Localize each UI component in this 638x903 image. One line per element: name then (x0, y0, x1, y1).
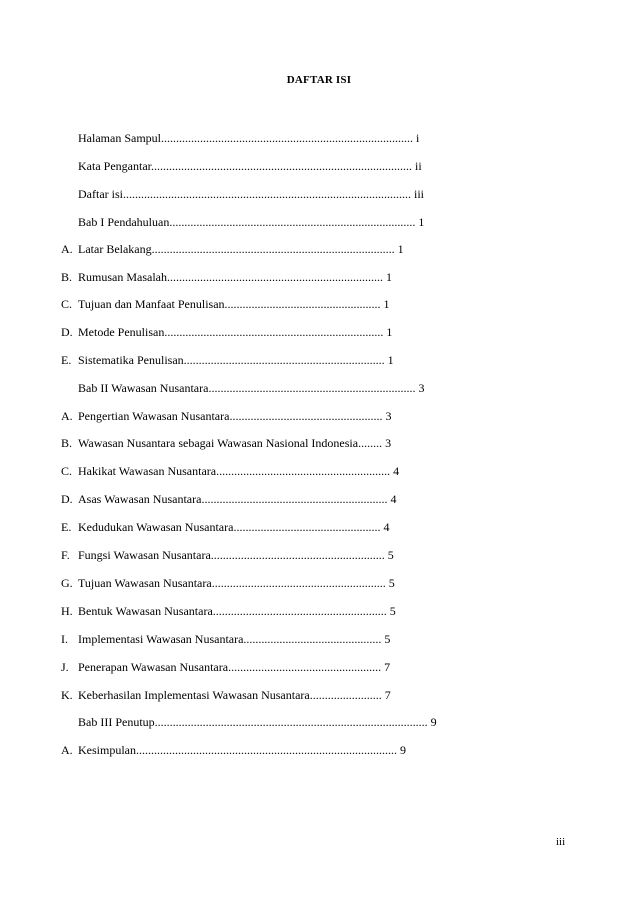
toc-entry-title: Kedudukan Wawasan Nusantara (78, 520, 234, 534)
toc-entry-page: 1 (384, 353, 394, 367)
toc-entry-marker: I. (61, 632, 68, 646)
toc-entry-marker: J. (61, 660, 69, 674)
toc-entry-title: Tujuan Wawasan Nusantara (78, 576, 212, 590)
toc-entry (78, 130, 484, 146)
toc-entry-page: 4 (387, 492, 397, 506)
toc-entry-page: 1 (380, 297, 390, 311)
toc-entry (61, 547, 445, 563)
toc-entry-marker: B. (61, 270, 73, 284)
toc-entry (61, 603, 444, 619)
toc-entry-page: 9 (427, 715, 437, 729)
toc-entry-title: Latar Belakang (78, 242, 152, 256)
toc-entry-page: 7 (381, 660, 391, 674)
toc-entry-leader: ................................................. (233, 520, 381, 534)
toc-entry-page: 3 (382, 409, 392, 423)
toc-entry-title: Metode Penulisan (78, 325, 165, 339)
toc-entry-leader: ................................................................... (183, 353, 385, 367)
toc-entry-leader: .............................................................. (201, 492, 388, 506)
toc-entry (78, 186, 499, 202)
toc-entry (61, 519, 441, 535)
toc-entry-title: Bab I Pendahuluan (78, 215, 170, 229)
toc-entry-title: Bab II Wawasan Nusantara (78, 381, 209, 395)
toc-entry-page: i (412, 131, 420, 145)
toc-entry-leader: .................................................................................... (160, 131, 413, 145)
toc-entry-title: Bentuk Wawasan Nusantara (78, 604, 213, 618)
toc-entry (61, 352, 441, 368)
toc-entry-leader: ................................................................................. (151, 242, 395, 256)
toc-entry-marker: H. (61, 604, 73, 618)
toc-entry-page: iii (410, 187, 424, 201)
toc-entry-marker: A. (61, 743, 73, 757)
page-number: iii (556, 836, 566, 848)
toc-entry-marker: B. (61, 436, 73, 450)
toc-entry-leader: .......................................................... (211, 576, 386, 590)
toc-entry-leader: .......................................................... (212, 604, 387, 618)
toc-entry-page: 4 (380, 520, 390, 534)
toc-entry-page: 1 (394, 242, 404, 256)
toc-entry-marker: D. (61, 325, 73, 339)
toc-entry-leader: .......................................................... (210, 548, 385, 562)
toc-entry-title: Implementasi Wawasan Nusantara (78, 632, 244, 646)
toc-entry (61, 435, 440, 451)
toc-entry-page: 7 (381, 688, 391, 702)
toc-entry-leader: ......................................................................... (164, 325, 384, 339)
toc-entry-leader: ................................................... (229, 409, 383, 423)
toc-entry-title: Wawasan Nusantara sebagai Wawasan Nasional Indonesia (78, 436, 359, 450)
toc-entry (61, 491, 445, 507)
toc-entry-marker: E. (61, 520, 72, 534)
toc-entry-leader: ................................................................................................ (122, 187, 411, 201)
toc-entry-page: 5 (385, 576, 395, 590)
toc-entry-title: Sistematika Penulisan (78, 353, 184, 367)
toc-entry-title: Asas Wawasan Nusantara (78, 492, 202, 506)
toc-entry-leader: ........................................................................................... (154, 715, 428, 729)
toc-entry (61, 659, 452, 675)
toc-entry-page: 1 (415, 215, 425, 229)
toc-entry (61, 324, 443, 340)
toc-entry-page: 1 (383, 270, 392, 284)
toc-entry (78, 214, 487, 230)
toc-entry (61, 296, 437, 312)
toc-entry-marker: D. (61, 492, 73, 506)
toc-entry-page: 3 (415, 381, 425, 395)
toc-entry-title: Hakikat Wawasan Nusantara (78, 464, 217, 478)
toc-entry-marker: K. (61, 688, 73, 702)
toc-entry-page: ii (411, 159, 422, 173)
toc-entry (78, 380, 476, 396)
toc-entry (61, 463, 445, 479)
toc-entry-title: Halaman Sampul (78, 131, 161, 145)
toc-entry (61, 631, 451, 647)
toc-entry-title: Penerapan Wawasan Nusantara (78, 660, 229, 674)
toc-entry (61, 269, 442, 285)
toc-entry-marker: A. (61, 242, 73, 256)
toc-entry-title: Rumusan Masalah (78, 270, 167, 284)
toc-entry-marker: A. (61, 409, 73, 423)
toc-entry-leader: ................................................... (228, 660, 382, 674)
toc-entry-leader: ........................ (309, 688, 382, 702)
toc-entry-marker: C. (61, 297, 73, 311)
toc-entry-title: Fungsi Wawasan Nusantara (78, 548, 211, 562)
toc-entry-marker: F. (61, 548, 70, 562)
toc-entry-title: Bab III Penutup (78, 715, 155, 729)
toc-entry-leader: .............................................. (243, 632, 382, 646)
toc-entry-page: 1 (383, 325, 393, 339)
toc-entry-leader: ........ (358, 436, 383, 450)
toc-entry-leader: ........................................................................ (167, 270, 383, 284)
toc-entry-page: 9 (397, 743, 406, 757)
toc-heading: DAFTAR ISI (286, 74, 352, 86)
toc-entry-page: 5 (381, 632, 391, 646)
toc-entry-title: Pengertian Wawasan Nusantara (78, 409, 230, 423)
toc-entry (78, 158, 488, 174)
toc-entry (61, 687, 435, 703)
toc-entry-title: Kata Pengantar (78, 159, 151, 173)
toc-entry-title: Keberhasilan Implementasi Wawasan Nusantara (78, 688, 310, 702)
toc-entry-leader: ..................................................................... (208, 381, 416, 395)
toc-entry-page: 5 (386, 604, 396, 618)
toc-entry (61, 241, 445, 257)
toc-entry-leader: .................................................................................. (169, 215, 416, 229)
toc-entry-title: Kesimpulan (78, 743, 136, 757)
toc-entry (61, 575, 445, 591)
toc-entry-title: Tujuan dan Manfaat Penulisan (78, 297, 225, 311)
toc-entry (61, 742, 445, 758)
toc-entry-leader: ....................................................................................... (136, 743, 397, 757)
toc-entry-leader: .......................................................... (216, 464, 391, 478)
toc-entry-marker: E. (61, 353, 72, 367)
toc-entry-leader: .................................................... (224, 297, 381, 311)
toc-entry-leader: ....................................................................................... (150, 159, 412, 173)
toc-entry (61, 408, 440, 424)
toc-entry (78, 714, 482, 730)
toc-entry-page: 3 (382, 436, 392, 450)
toc-entry-marker: C. (61, 464, 73, 478)
toc-entry-title: Daftar isi (78, 187, 123, 201)
toc-entry-marker: G. (61, 576, 73, 590)
toc-entry-page: 5 (384, 548, 394, 562)
toc-entry-page: 4 (390, 464, 400, 478)
